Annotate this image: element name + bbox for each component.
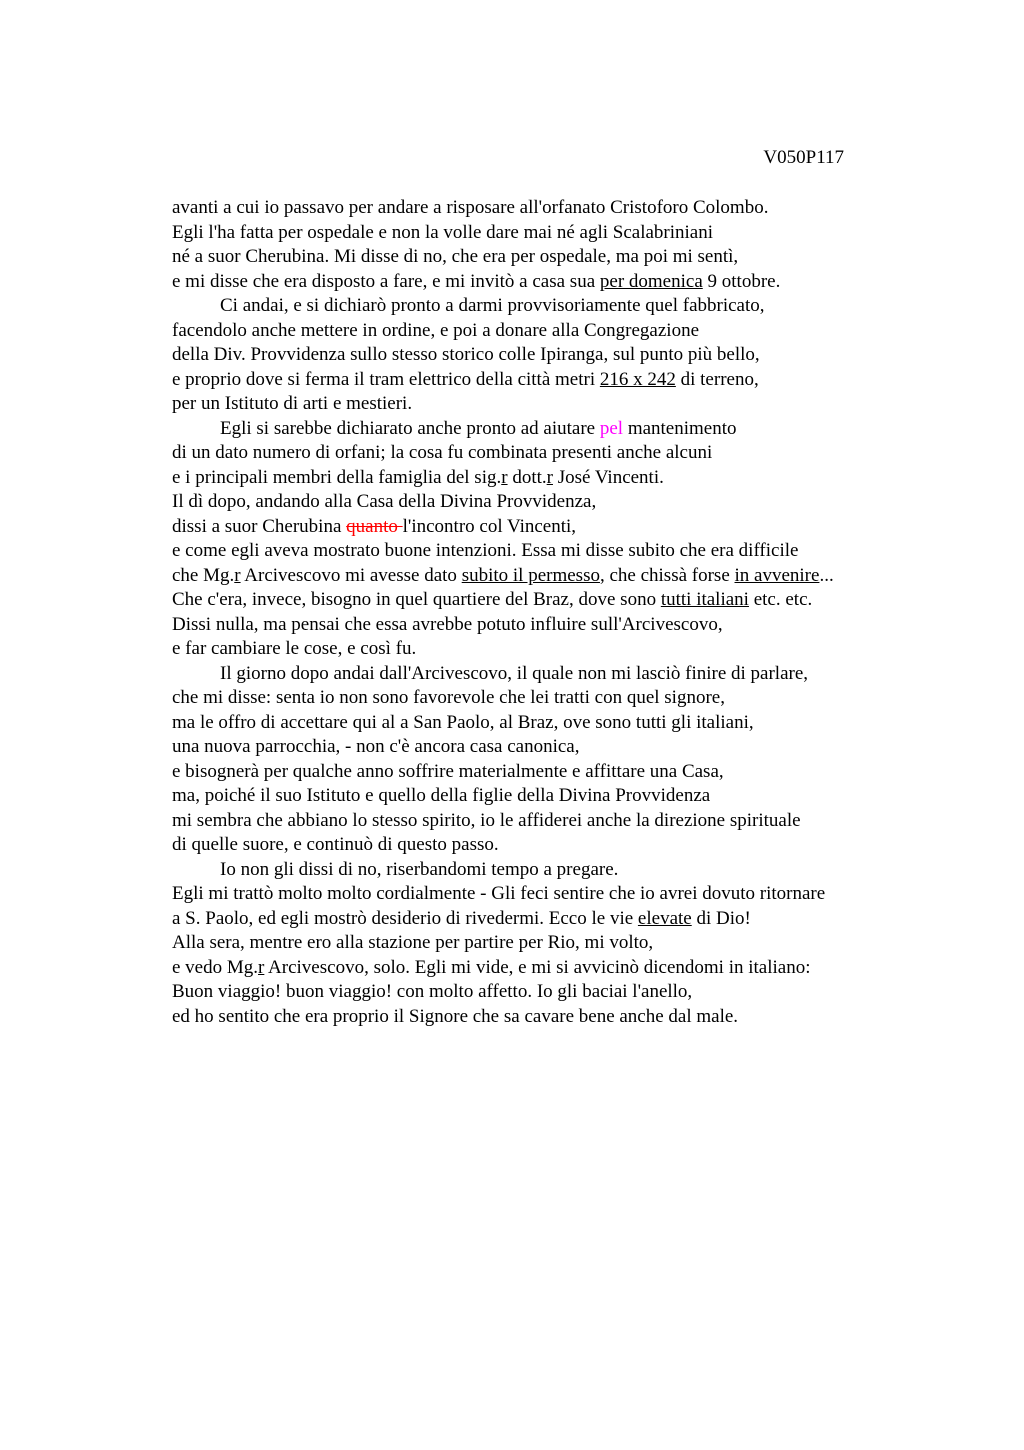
text-segment: Arcivescovo mi avesse dato bbox=[240, 564, 462, 586]
text-segment: che Mg. bbox=[172, 564, 235, 586]
underlined-text: in avvenire bbox=[734, 564, 820, 586]
text-segment: 9 ottobre. bbox=[702, 270, 781, 292]
text-segment: Che c'era, invece, bisogno in quel quartiere del Braz, dove sono bbox=[172, 589, 661, 610]
text-segment: José Vincenti. bbox=[552, 466, 664, 488]
text-segment: e proprio dove si ferma il tram elettrico della città metri bbox=[172, 368, 600, 390]
document-body bbox=[172, 196, 892, 1029]
text-segment: Egli si sarebbe dichiarato anche pronto ad aiutare bbox=[220, 417, 600, 439]
deleted-text: quanto bbox=[346, 515, 403, 537]
text-line: Alla sera, mentre ero alla stazione per partire per Rio, mi volto, bbox=[172, 932, 654, 953]
text-segment: a S. Paolo, ed egli mostrò desiderio di rivedermi. Ecco le vie bbox=[172, 907, 638, 929]
text-segment: mantenimento bbox=[623, 417, 737, 439]
text-line: e far cambiare le cose, e così fu. bbox=[172, 638, 417, 659]
text-line bbox=[172, 956, 892, 981]
text-segment: di Dio! bbox=[691, 907, 751, 929]
underlined-text: r bbox=[501, 466, 508, 488]
text-line: Buon viaggio! buon viaggio! con molto affetto. Io gli baciai l'anello, bbox=[172, 981, 693, 1002]
text-segment: etc. etc. bbox=[748, 589, 813, 610]
text-line: Dissi nulla, ma pensai che essa avrebbe potuto influire sull'Arcivescovo, bbox=[172, 613, 723, 635]
text-line: una nuova parrocchia, - non c'è ancora casa canonica, bbox=[172, 736, 580, 757]
text-line: e bisognerà per qualche anno soffrire materialmente e affittare una Casa, bbox=[172, 760, 724, 782]
text-line: ma le offro di accettare qui al a San Paolo, al Braz, ove sono tutti gli italiani, bbox=[172, 711, 754, 733]
text-line: di un dato numero di orfani; la cosa fu combinata presenti anche alcuni bbox=[172, 442, 713, 463]
text-line bbox=[172, 368, 892, 393]
text-line: che mi disse: senta io non sono favorevole che lei tratti con quel signore, bbox=[172, 687, 725, 708]
text-segment: Arcivescovo, solo. Egli mi vide, e mi si avvicinò dicendomi in italiano: bbox=[264, 956, 811, 978]
text-line: per un Istituto di arti e mestieri. bbox=[172, 393, 413, 414]
text-segment: , che chissà forse bbox=[599, 564, 735, 586]
page-identifier: V050P117 bbox=[763, 147, 844, 168]
text-line bbox=[172, 515, 892, 540]
text-line bbox=[172, 564, 892, 589]
text-segment: l'incontro col Vincenti, bbox=[402, 515, 577, 537]
text-segment: di terreno, bbox=[675, 368, 759, 390]
underlined-text: per domenica bbox=[599, 270, 703, 292]
text-segment: e i principali membri della famiglia del sig. bbox=[172, 466, 502, 488]
text-line: Egli l'ha fatta per ospedale e non la volle dare mai né agli Scalabriniani bbox=[172, 221, 714, 243]
underlined-text: r bbox=[546, 466, 553, 488]
text-segment: dott. bbox=[507, 466, 547, 488]
text-line: mi sembra che abbiano lo stesso spirito, io le affiderei anche la direzione spirituale bbox=[172, 809, 801, 831]
text-line: Egli mi trattò molto molto cordialmente - Gli feci sentire che io avrei dovuto ritornare bbox=[172, 883, 826, 904]
underlined-text: r bbox=[234, 564, 241, 586]
text-line: di quelle suore, e continuò di questo passo. bbox=[172, 834, 499, 855]
text-line bbox=[172, 588, 892, 613]
text-segment: e mi disse che era disposto a fare, e mi invitò a casa sua bbox=[172, 270, 600, 292]
paragraph-first-line: Il giorno dopo andai dall'Arcivescovo, il quale non mi lasciò finire di parlare, bbox=[220, 662, 809, 684]
text-segment: ... bbox=[819, 564, 834, 586]
text-line: avanti a cui io passavo per andare a risposare all'orfanato Cristoforo Colombo. bbox=[172, 197, 769, 218]
text-line: della Div. Provvidenza sullo stesso storico colle Ipiranga, sul punto più bello, bbox=[172, 344, 760, 365]
text-line: e come egli aveva mostrato buone intenzioni. Essa mi disse subito che era difficile bbox=[172, 540, 799, 561]
text-line: ed ho sentito che era proprio il Signore che sa cavare bene anche dal male. bbox=[172, 1005, 739, 1027]
highlighted-text: pel bbox=[599, 417, 624, 439]
text-line bbox=[172, 270, 892, 295]
text-segment: e vedo Mg. bbox=[172, 956, 259, 978]
underlined-text: r bbox=[258, 956, 265, 978]
text-line: Il dì dopo, andando alla Casa della Divina Provvidenza, bbox=[172, 491, 597, 512]
text-line: ma, poiché il suo Istituto e quello della figlie della Divina Provvidenza bbox=[172, 785, 711, 806]
paragraph-first-line bbox=[172, 417, 892, 442]
text-line bbox=[172, 466, 892, 491]
paragraph-first-line: Ci andai, e si dichiarò pronto a darmi provvisoriamente quel fabbricato, bbox=[220, 295, 765, 316]
underlined-text: tutti italiani bbox=[660, 589, 749, 610]
underlined-text: elevate bbox=[637, 907, 692, 929]
underlined-text: subito il permesso bbox=[461, 564, 600, 586]
text-line: facendolo anche mettere in ordine, e poi a donare alla Congregazione bbox=[172, 319, 700, 341]
text-line: né a suor Cherubina. Mi disse di no, che era per ospedale, ma poi mi sentì, bbox=[172, 246, 739, 267]
text-segment: dissi a suor Cherubina bbox=[172, 515, 347, 537]
underlined-text: 216 x 242 bbox=[599, 368, 676, 390]
paragraph-first-line: Io non gli dissi di no, riserbandomi tempo a pregare. bbox=[220, 858, 619, 880]
text-line bbox=[172, 907, 892, 932]
